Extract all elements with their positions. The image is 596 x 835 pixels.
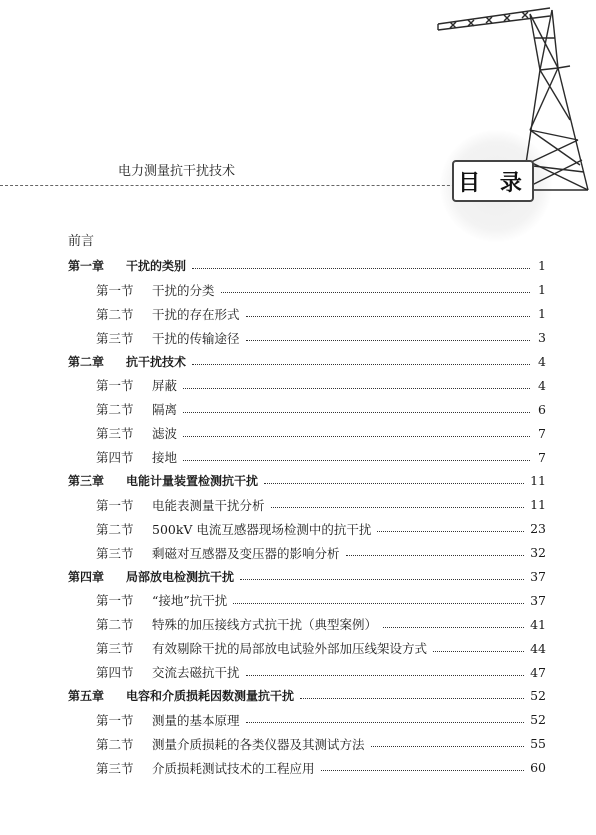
toc-dot-leader <box>300 698 524 699</box>
table-of-contents <box>68 230 546 780</box>
toc-chapter-row[interactable] <box>68 254 546 278</box>
toc-entry-title: 交流去磁抗干扰 <box>152 665 240 681</box>
toc-page-number: 52 <box>530 712 546 728</box>
toc-section-row[interactable] <box>68 373 546 397</box>
toc-page-number: 52 <box>530 688 546 704</box>
toc-entry-title: 接地 <box>152 450 178 466</box>
toc-heading: 目 录 <box>452 160 534 202</box>
toc-dot-leader <box>240 579 524 580</box>
toc-entry-title: 滤波 <box>152 426 178 442</box>
toc-section-row[interactable] <box>68 732 546 756</box>
toc-dot-leader <box>321 770 525 771</box>
toc-dot-leader <box>246 675 525 676</box>
toc-section-row[interactable] <box>68 541 546 565</box>
toc-entry-title: 特殊的加压接线方式抗干扰（典型案例） <box>152 617 378 633</box>
toc-page-number: 37 <box>530 569 546 585</box>
toc-section-row[interactable] <box>68 302 546 326</box>
toc-page-number: 60 <box>530 760 546 776</box>
toc-entry-title: 剩磁对互感器及变压器的影响分析 <box>152 545 340 561</box>
toc-dot-leader <box>183 412 530 413</box>
toc-entry-number: 第一节 <box>96 497 134 513</box>
toc-page-number: 47 <box>530 664 546 680</box>
toc-entry-number: 第三节 <box>96 545 134 561</box>
toc-entry-title: 测量的基本原理 <box>152 712 240 728</box>
toc-dot-leader <box>383 627 524 628</box>
toc-page-number: 3 <box>538 330 546 346</box>
toc-entry-number: 第二章 <box>68 355 105 369</box>
toc-page-number: 7 <box>538 425 546 441</box>
toc-entry-title: 有效剔除干扰的局部放电试验外部加压线架设方式 <box>152 641 428 657</box>
toc-dot-leader <box>192 268 530 269</box>
toc-entry-title: 干扰的传输途径 <box>152 330 240 346</box>
toc-dot-leader <box>271 507 525 508</box>
toc-dot-leader <box>246 722 525 723</box>
toc-entry-number: 第三节 <box>96 641 134 657</box>
toc-entry-number: 第一节 <box>96 282 134 298</box>
toc-entry-title: 电能表测量干扰分析 <box>152 497 265 513</box>
toc-page-number: 41 <box>530 616 546 632</box>
toc-entry-number: 第二节 <box>96 617 134 633</box>
toc-entry-title: 电容和介质损耗因数测量抗干扰 <box>126 689 295 704</box>
toc-page-number: 4 <box>538 354 546 369</box>
toc-entry-number: 第五章 <box>68 689 105 704</box>
toc-page-number: 32 <box>530 545 546 561</box>
toc-entries <box>68 254 546 780</box>
toc-section-row[interactable] <box>68 636 546 660</box>
toc-chapter-row[interactable] <box>68 684 546 708</box>
toc-section-row[interactable] <box>68 612 546 636</box>
toc-entry-title: 隔离 <box>152 402 178 418</box>
toc-section-row[interactable] <box>68 660 546 684</box>
toc-section-row[interactable] <box>68 708 546 732</box>
toc-section-row[interactable] <box>68 756 546 780</box>
toc-entry-title: 干扰的类别 <box>126 259 187 274</box>
toc-dot-leader <box>233 603 524 604</box>
toc-entry-number: 第二节 <box>96 736 134 752</box>
toc-page-number: 6 <box>538 401 546 417</box>
toc-page-number: 4 <box>538 377 546 393</box>
toc-dot-leader <box>221 292 530 293</box>
toc-entry-number: 第二节 <box>96 402 134 418</box>
toc-entry-title: 测量介质损耗的各类仪器及其测试方法 <box>152 736 365 752</box>
toc-entry-number: 第四节 <box>96 665 134 681</box>
toc-page-number: 55 <box>530 736 546 752</box>
toc-dot-leader <box>246 316 530 317</box>
toc-dot-leader <box>371 746 525 747</box>
toc-chapter-row[interactable] <box>68 565 546 589</box>
toc-entry-title: 抗干扰技术 <box>126 355 187 369</box>
toc-page-number: 44 <box>530 640 546 656</box>
toc-page-number: 1 <box>538 282 546 298</box>
toc-entry-number: 第三节 <box>96 760 134 776</box>
toc-entry-number: 第三节 <box>96 330 134 346</box>
toc-entry-title: 局部放电检测抗干扰 <box>126 570 235 585</box>
toc-section-row[interactable] <box>68 397 546 421</box>
toc-entry-title: 500kV 电流互感器现场检测中的抗干扰 <box>152 521 372 537</box>
toc-entry-number: 第三节 <box>96 426 134 442</box>
toc-dot-leader <box>183 388 530 389</box>
toc-dot-leader <box>183 460 530 461</box>
header-divider <box>0 185 470 186</box>
toc-entry-number: 第四章 <box>68 570 105 585</box>
toc-dot-leader <box>264 483 524 484</box>
toc-section-row[interactable] <box>68 517 546 541</box>
toc-page-number: 1 <box>538 258 546 274</box>
toc-entry-number: 第四节 <box>96 450 134 466</box>
toc-dot-leader <box>183 436 530 437</box>
toc-entry-number: 第一节 <box>96 593 134 609</box>
toc-entry-title: 介质损耗测试技术的工程应用 <box>152 760 315 776</box>
toc-preface[interactable]: 前言 <box>68 234 95 249</box>
toc-entry-title: 电能计量装置检测抗干扰 <box>126 474 259 489</box>
toc-section-row[interactable] <box>68 278 546 302</box>
toc-section-row[interactable] <box>68 588 546 612</box>
toc-entry-title: 屏蔽 <box>152 378 178 394</box>
toc-dot-leader <box>346 555 525 556</box>
toc-entry-number: 第一节 <box>96 712 134 728</box>
toc-entry-number: 第二节 <box>96 306 134 322</box>
toc-entry-number: 第二节 <box>96 521 134 537</box>
toc-entry-title: 干扰的存在形式 <box>152 306 240 322</box>
toc-entry-number: 第三章 <box>68 474 105 489</box>
toc-page-number: 23 <box>530 521 546 537</box>
toc-entry-number: 第一章 <box>68 259 105 274</box>
toc-section-row[interactable] <box>68 493 546 517</box>
toc-chapter-row[interactable] <box>68 350 546 374</box>
toc-section-row[interactable] <box>68 421 546 445</box>
toc-entry-title: 干扰的分类 <box>152 282 215 298</box>
toc-page-number: 11 <box>530 473 546 489</box>
toc-dot-leader <box>377 531 524 532</box>
toc-dot-leader <box>192 364 530 365</box>
book-title: 电力测量抗干扰技术 <box>118 164 236 179</box>
toc-page-number: 37 <box>530 592 546 608</box>
toc-chapter-row[interactable] <box>68 469 546 493</box>
toc-section-row[interactable] <box>68 326 546 350</box>
toc-page-number: 11 <box>530 497 546 513</box>
toc-page-number: 1 <box>538 306 546 322</box>
toc-page-number: 7 <box>538 449 546 465</box>
toc-dot-leader <box>246 340 530 341</box>
toc-section-row[interactable] <box>68 445 546 469</box>
toc-dot-leader <box>433 651 524 652</box>
toc-entry-title: “接地”抗干扰 <box>152 593 228 609</box>
toc-entry-number: 第一节 <box>96 378 134 394</box>
